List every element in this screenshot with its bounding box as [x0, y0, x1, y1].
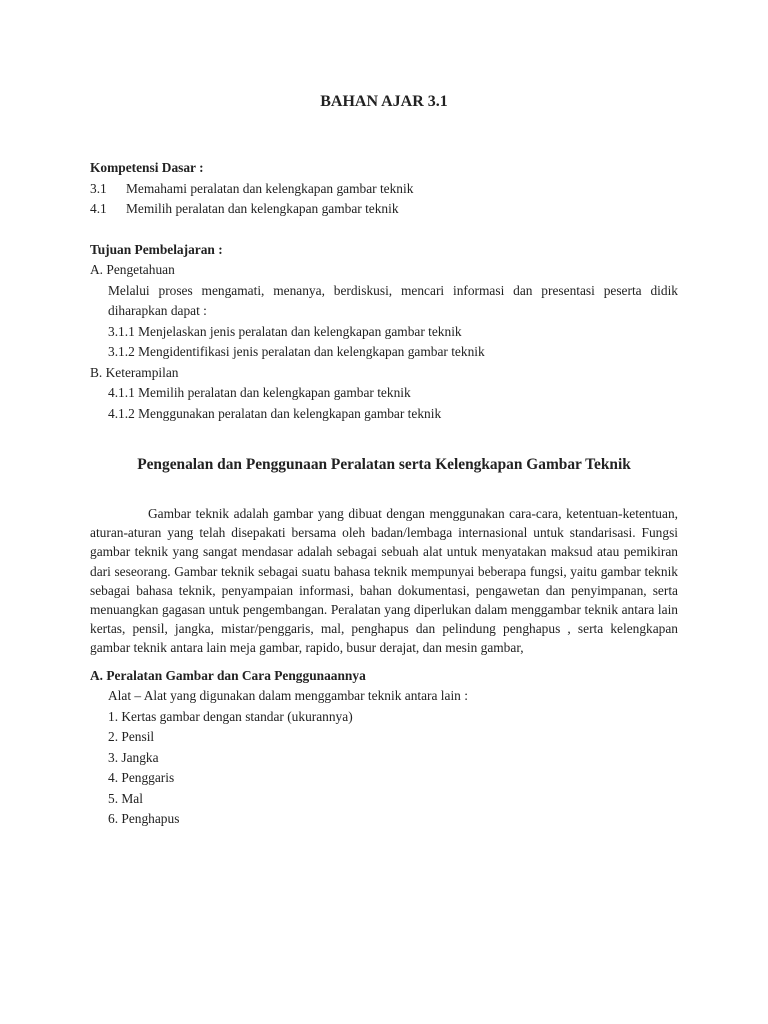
tujuan-a-label: A. Pengetahuan: [90, 262, 175, 277]
tujuan-a-item: 3.1.1 Menjelaskan jenis peralatan dan kelengkapan gambar teknik: [108, 323, 462, 339]
kompetensi-item: [90, 199, 678, 220]
list-item: 3. Jangka: [108, 749, 159, 765]
document-content: [90, 90, 678, 830]
tujuan-b-item: 4.1.2 Menggunakan peralatan dan kelengkapan gambar teknik: [108, 405, 442, 421]
section-paragraph: Gambar teknik adalah gambar yang dibuat dengan menggunakan cara-cara, ketentuan-ketentuan, aturan-aturan yang telah disepakati bersama oleh badan/lembaga internasional untuk standarisasi. Fungsi gambar teknik yang sangat mendasar adalah sebagai sebuah alat untuk menyatakan maksud atau pemikiran dari seseorang. Gambar teknik sebagai suatu bahasa teknik mempunyai beberapa fungsi, yaitu gambar teknik sebagai bahasa teknik, penyampaian informasi, bahan dokumentasi, pengawetan dan penyimpanan, serta menuangkan gagasan untuk pengembangan. Peralatan yang diperlukan dalam menggambar teknik antara lain kertas, pensil, jangka, mistar/penggaris, mal, penghapus dan pelindung penghapus , serta kelengkapan gambar teknik antara lain meja gambar, rapido, busur derajat, dan mesin gambar,: [90, 506, 678, 656]
kompetensi-heading: Kompetensi Dasar :: [90, 160, 204, 175]
section-title: Pengenalan dan Penggunaan Peralatan serta Kelengkapan Gambar Teknik: [137, 456, 631, 473]
list-item: 5. Mal: [108, 790, 143, 806]
list-item: 1. Kertas gambar dengan standar (ukurannya): [108, 708, 353, 724]
tujuan-a-description: Melalui proses mengamati, menanya, berdiskusi, mencari informasi dan presentasi peserta didik diharapkan dapat :: [108, 282, 678, 318]
subsection-intro: Alat – Alat yang digunakan dalam menggambar teknik antara lain :: [108, 688, 468, 704]
tujuan-b-item: 4.1.1 Memilih peralatan dan kelengkapan gambar teknik: [108, 385, 411, 400]
subsection-heading: A. Peralatan Gambar dan Cara Penggunaannya: [90, 667, 366, 683]
list-item: 6. Penghapus: [108, 811, 180, 827]
kompetensi-item-number: 3.1: [90, 180, 107, 196]
kompetensi-item: [90, 179, 678, 200]
kompetensi-item-number: 4.1: [90, 201, 107, 216]
kompetensi-item-text: Memilih peralatan dan kelengkapan gambar teknik: [126, 201, 399, 216]
document-title: BAHAN AJAR 3.1: [320, 93, 448, 110]
list-item: 4. Penggaris: [108, 770, 175, 786]
tujuan-a-item: 3.1.2 Mengidentifikasi jenis peralatan dan kelengkapan gambar teknik: [108, 344, 485, 359]
tujuan-b-label: B. Keterampilan: [90, 364, 179, 380]
tujuan-heading: Tujuan Pembelajaran :: [90, 241, 223, 257]
list-item: 2. Pensil: [108, 729, 155, 745]
kompetensi-item-text: Memahami peralatan dan kelengkapan gambar teknik: [126, 180, 414, 196]
